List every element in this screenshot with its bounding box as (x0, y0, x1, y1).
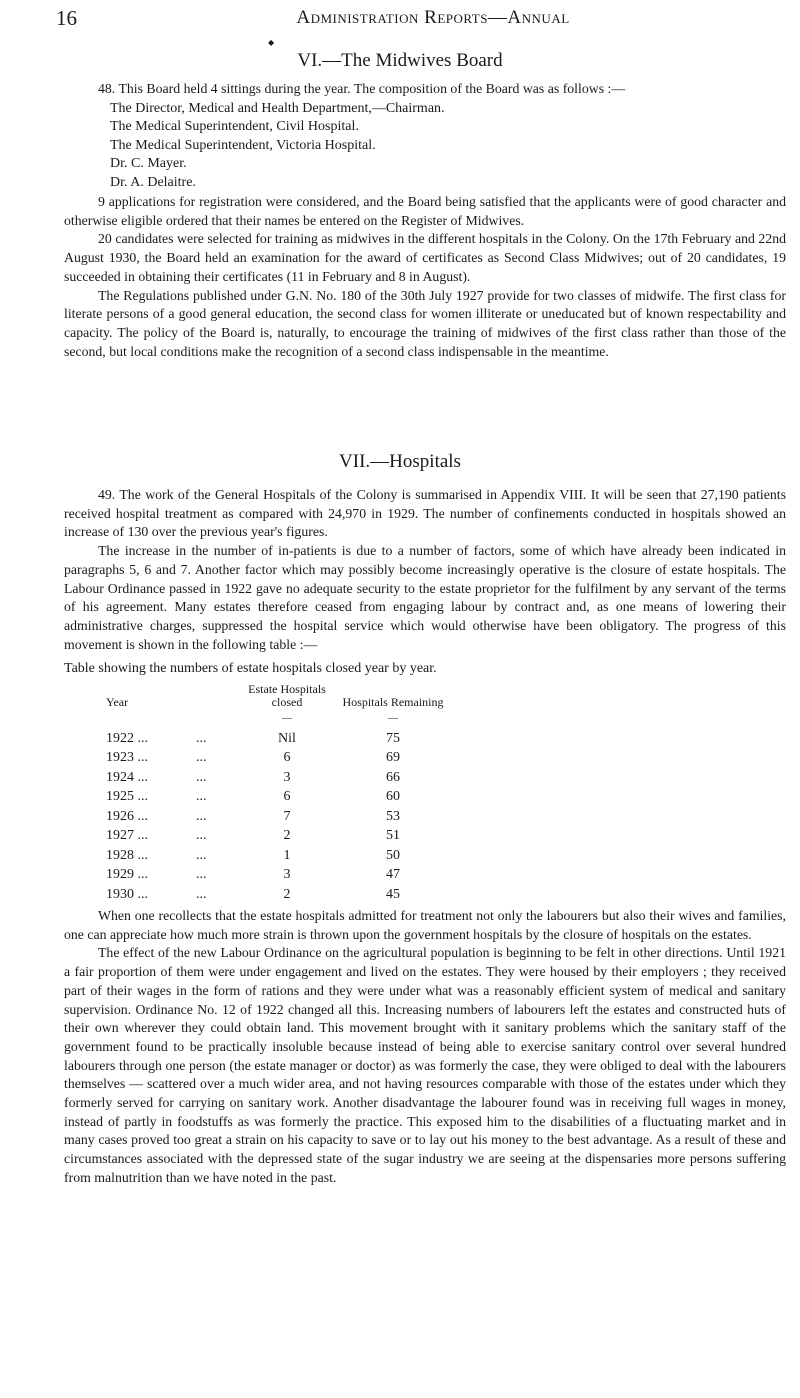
midwives-board-body (64, 193, 786, 361)
remaining-cell: 60 (386, 789, 400, 804)
page-header (0, 0, 800, 48)
table-row (106, 885, 448, 905)
leader-dots: ... (196, 847, 207, 863)
running-title: Administration Reports—Annual (296, 7, 570, 28)
leader-dots: ... (196, 828, 207, 843)
year-cell: 1924 ... (106, 769, 148, 785)
remaining-cell: 53 (386, 808, 400, 824)
column-header-closed: Estate Hospitals closed (248, 682, 326, 709)
paragraph-text: 49. The work of the General Hospitals of the Colony is summarised in Appendix VIII. It will be seen that 27,190 patients received hospital treatment as compared with 24,970 in 1929. The number of confinements conducted in hospitals showed an increase of 130 over the previous year's figures. (64, 487, 786, 540)
leader-dots: ... (196, 730, 207, 746)
paragraph-text: The effect of the new Labour Ordinance on the agricultural population is beginning to be felt in other directions. Until 1921 a fair proportion of them were under engagement and lived on the estates. They were housed by their employers ; they received part of their wages in the form of rations and they were under what was a reasonably efficient system of medical and sanitary supervision. Ordinance No. 12 of 1922 changed all this. Increasing numbers of labourers left the estates and constructed huts of their own wherever they could obtain land. This movement brought with it sanitary problems which the sanitary staff of the government found to be practically insoluble because instead of being able to exercise sanitary control over several hundred labourers through one person (the estate manager or doctor) as was formerly the case, they were obliged to deal with the labourers themselves — scattered over a much wider area, and not having resources comparable with those of the estates under which they formerly served for carrying on sanitary work. Another disadvantage the labourer found was in receiving full wages in money, instead of partly in foodstuffs as was formerly the practice. This exposed him to the disabilities of a fluctuating market and in many cases proved too great a strain on his capacity to save or to lay out his money to the best advantage. As a result of these and circumstances associated with the depressed state of the sugar industry we are seeing at the dispensaries more persons suffering from malnutrition than we have noted in the past. (64, 945, 786, 1185)
hospitals-body-bottom (64, 907, 786, 1188)
remaining-cell: 50 (386, 847, 400, 863)
leader-dots: ... (196, 867, 207, 882)
estate-hospitals-table (106, 683, 448, 904)
table-header-row (106, 683, 448, 709)
dash-mark: — (388, 713, 398, 724)
page-number: 16 (56, 6, 77, 30)
year-cell: 1929 ... (106, 867, 148, 882)
table-row (106, 787, 448, 807)
remaining-cell: 45 (386, 886, 400, 902)
board-member: The Medical Superintendent, Civil Hospital. (110, 119, 359, 135)
board-member: The Director, Medical and Health Department,—Chairman. (110, 101, 445, 116)
table-dash-row (106, 709, 448, 729)
paragraph-text: The increase in the number of in-patients is due to a number of factors, some of which have already been indicated in paragraphs 5, 6 and 7. Another factor which may possibly become increasingly operative is the closure of estate hospitals. The Labour Ordinance passed in 1922 gave no adequate security to the estate proprietor for the fulfilment by any servant of the terms of his agreement. Many estates therefore ceased from engaging labour by contract and, as one means of lowering their administrative charges, suppressed the hospital service which would otherwise have been obligatory. The progress of this movement is shown in the following table :— (64, 543, 786, 652)
paragraph-text: 9 applications for registration were considered, and the Board being satisfied that the applicants were of good character and otherwise eligible ordered that their names be entered on the Register of Midwives. (64, 194, 786, 228)
year-cell: 1923 ... (106, 750, 148, 765)
board-member: Dr. C. Mayer. (110, 156, 187, 172)
closed-cell: 6 (283, 750, 291, 765)
leader-dots: ... (196, 808, 207, 824)
table-row (106, 826, 448, 846)
paragraph-text: 20 candidates were selected for training as midwives in the different hospitals in the Colony. On the 17th February and 22nd August 1930, the Board held an examination for the award of certificates as Second Class Midwives; out of 20 candidates, 19 succeeded in obtaining their certificates (11 in February and 8 in August). (64, 231, 786, 284)
closed-cell: 6 (283, 789, 291, 804)
year-cell: 1927 ... (106, 828, 148, 843)
leader-dots: ... (196, 769, 207, 785)
column-header-remaining: Hospitals Remaining (342, 695, 444, 709)
leader-dots: ... (196, 750, 207, 765)
remaining-cell: 47 (386, 867, 400, 882)
year-cell: 1926 ... (106, 808, 148, 824)
column-header-year: Year (106, 695, 129, 709)
table-row (106, 807, 448, 827)
section-title-hospitals: VII.—Hospitals (339, 451, 461, 472)
closed-cell: 1 (283, 847, 291, 863)
paragraph-text: When one recollects that the estate hospitals admitted for treatment not only the labourers but also their wives and families, one can appreciate how much more strain is thrown upon the government hospitals by the closure of hospitals on the estates. (64, 908, 786, 942)
year-cell: 1925 ... (106, 789, 148, 804)
board-members-list (110, 100, 445, 192)
board-member: The Medical Superintendent, Victoria Hospital. (110, 137, 376, 153)
closed-cell: 7 (283, 808, 291, 824)
paragraph-text: 48. This Board held 4 sittings during the year. The composition of the Board was as follows :— (98, 81, 626, 96)
board-member: Dr. A. Delaitre. (110, 174, 196, 190)
paragraph-text: The Regulations published under G.N. No. 180 of the 30th July 1927 provide for two classes of midwife. The first class for literate persons of a good general education, the second class for women illiterate or uneducated but of known respectability and capacity. The policy of the Board is, naturally, to encourage the training of midwives of the first class rather than those of the second, but local conditions make the recognition of a second class indispensable in the meantime. (64, 287, 786, 359)
year-cell: 1928 ... (106, 847, 148, 863)
leader-dots: ... (196, 886, 207, 902)
remaining-cell: 66 (386, 769, 400, 785)
table-caption: Table showing the numbers of estate hospitals closed year by year. (64, 661, 437, 676)
year-cell: 1922 ... (106, 730, 148, 746)
remaining-cell: 69 (386, 750, 400, 765)
closed-cell: 3 (283, 867, 291, 882)
year-cell: 1930 ... (106, 886, 148, 902)
leader-dots: ... (196, 789, 207, 804)
ornament-icon: ◆ (268, 38, 275, 47)
table-row (106, 748, 448, 768)
paragraph-48-intro (64, 80, 786, 99)
table-row (106, 865, 448, 885)
section-title-midwives-board: VI.—The Midwives Board (297, 50, 503, 71)
closed-cell: Nil (278, 730, 296, 746)
closed-cell: 2 (283, 828, 291, 843)
remaining-cell: 75 (386, 730, 400, 746)
closed-cell: 3 (283, 769, 291, 785)
remaining-cell: 51 (386, 828, 400, 843)
table-row (106, 729, 448, 749)
closed-cell: 2 (283, 886, 291, 902)
table-row (106, 846, 448, 866)
dash-mark: — (282, 713, 292, 724)
table-row (106, 768, 448, 788)
hospitals-body-top (64, 486, 786, 654)
